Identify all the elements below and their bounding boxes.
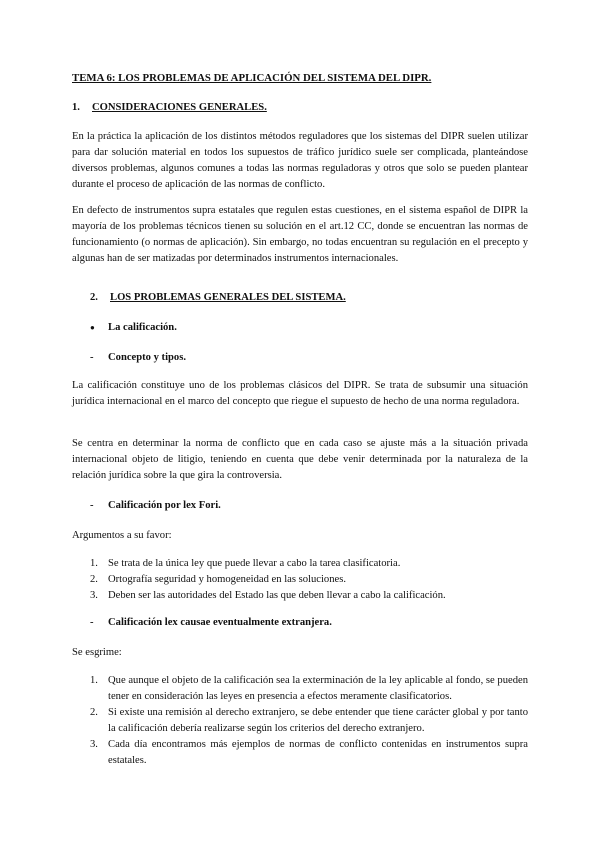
dash-marker: - <box>90 352 94 363</box>
bullet-icon: ● <box>90 323 95 332</box>
section-title: CONSIDERACIONES GENERALES. <box>92 102 267 113</box>
list-item: 1. Se trata de la única ley que puede llevar a cabo la tarea clasificatoria. <box>90 558 401 569</box>
bullet-text: La calificación. <box>108 322 177 333</box>
subheading-text: Calificación lex causae eventualmente extranjera. <box>108 617 332 628</box>
numbered-list <box>72 673 528 769</box>
list-item: 1. Que aunque el objeto de la calificación sea la exterminación de la ley aplicable al fondo, se pueden tener en consideración las leyes en presencia a efectos meramente clasificatorios. <box>90 675 528 702</box>
bullet-heading <box>90 320 528 336</box>
paragraph: Se esgrime: <box>72 647 122 658</box>
subheading <box>90 615 528 631</box>
paragraph: Se centra en determinar la norma de conflicto que en cada caso se ajuste más a la situación privada internacional objeto de litigio, teniendo en cuenta que debe venir determinada por la naturaleza de la relación jurídica sobre la que gira la controversia. <box>72 438 528 481</box>
paragraph: En defecto de instrumentos supra estatales que regulen estas cuestiones, en el sistema español de DIPR la mayoría de los problemas técnicos tienen su solución en el art.12 CC, donde se encuentran las normas de funcionamiento (o normas de aplicación). Sin embargo, no todas encuentran su regulación en el precepto y algunas han de ser matizadas por determinados instrumentos internacionales. <box>72 205 528 264</box>
paragraph: La calificación constituye uno de los problemas clásicos del DIPR. Se trata de subsumir una situación jurídica internacional en el marco del concepto que riegue el supuesto de hecho de una norma reguladora. <box>72 380 528 407</box>
subheading <box>90 350 528 366</box>
subheading <box>90 498 528 514</box>
section-number: 1. <box>72 102 80 113</box>
list-item: 3. Cada día encontramos más ejemplos de normas de conflicto contenidas en instrumentos supra estatales. <box>90 739 528 766</box>
dash-marker: - <box>90 500 94 511</box>
paragraph: En la práctica la aplicación de los distintos métodos reguladores que los sistemas del DIPR suelen utilizar para dar solución material en todos los supuestos de tráfico jurídico suele ser complicada, planteándose diversos problemas, algunos comunes a todas las normas reguladoras y otros que solo se pueden plantear durante el proceso de aplicación de las normas de conflicto. <box>72 131 528 190</box>
section-title: LOS PROBLEMAS GENERALES DEL SISTEMA. <box>110 292 346 303</box>
paragraph: Argumentos a su favor: <box>72 530 172 541</box>
subheading-text: Concepto y tipos. <box>108 352 186 363</box>
list-item: 2. Si existe una remisión al derecho extranjero, se debe entender que tiene carácter global y por tanto la calificación debería realizarse según los criterios del derecho extranjero. <box>90 707 528 734</box>
section-heading-2 <box>90 290 528 306</box>
section-number: 2. <box>90 292 98 303</box>
section-heading-1 <box>72 100 528 116</box>
list-item: 2. Ortografía seguridad y homogeneidad en las soluciones. <box>90 574 346 585</box>
numbered-list <box>72 556 528 604</box>
subheading-text: Calificación por lex Fori. <box>108 500 221 511</box>
dash-marker: - <box>90 617 94 628</box>
page-title: TEMA 6: LOS PROBLEMAS DE APLICACIÓN DEL SISTEMA DEL DIPR. <box>72 72 432 84</box>
list-item: 3. Deben ser las autoridades del Estado las que deben llevar a cabo la calificación. <box>90 590 446 601</box>
